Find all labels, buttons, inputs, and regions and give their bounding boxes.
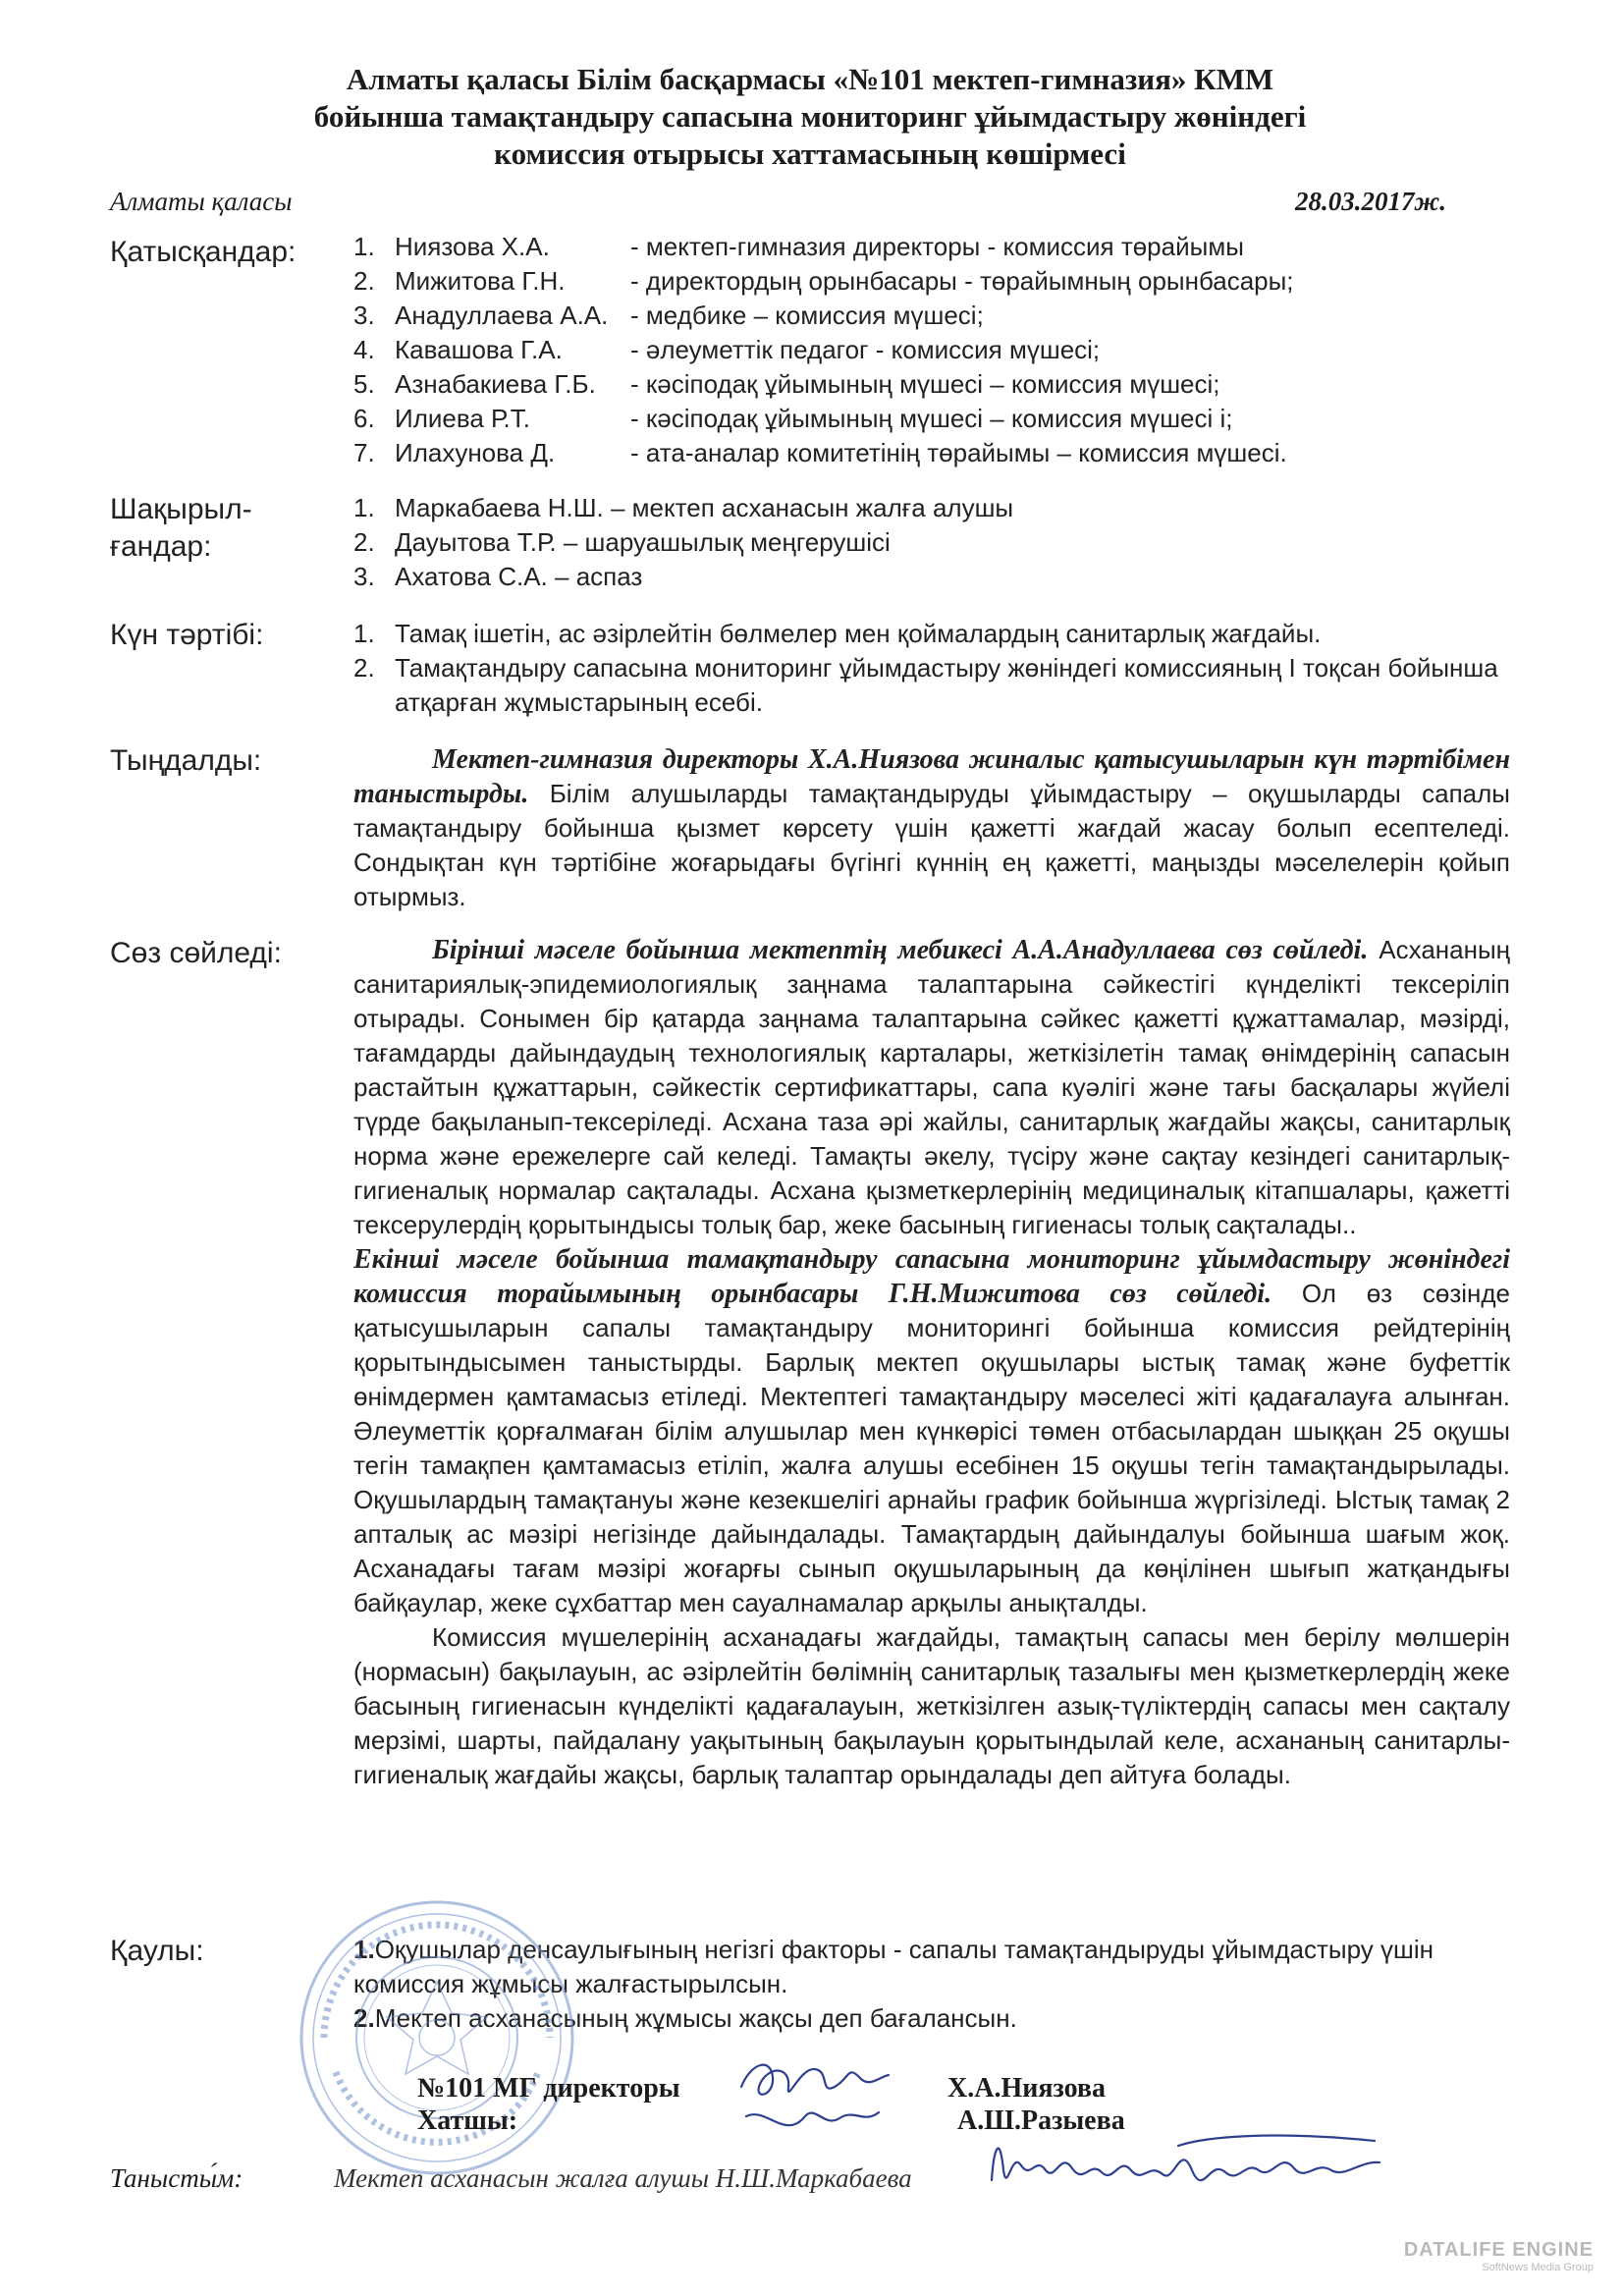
participants-list (353, 230, 1510, 470)
title-line: бойынша тамақтандыру сапасына мониторинг ұйымдастыру жөніндегі (313, 99, 1307, 134)
spoke-section (353, 933, 1510, 1792)
invited-item: 1. Маркабаева Н.Ш. – мектеп асханасын жалға алушы (353, 493, 1014, 522)
decision-item: 2.Мектеп асханасының жұмысы жақсы деп бағалансын. (353, 2003, 1017, 2033)
title-line: комиссия отырысы хаттамасының көшірмесі (494, 137, 1126, 171)
invited-item: 3. Ахатова С.А. – аспаз (353, 562, 643, 591)
document-title (177, 61, 1443, 173)
agenda-list (353, 617, 1510, 720)
director-signature (731, 2048, 898, 2156)
participant-item: 3. Анадуллаева А.А. - медбике – комиссия мүшесі; (353, 301, 984, 330)
acknowledged-label: Танысты́м: (110, 2163, 243, 2193)
heard-paragraph: Мектеп-гимназия директоры Х.А.Ниязова жиналыс қатысушыларын күн тәртібімен таныстырды. Білім алушыларды тамақтандыруды ұйымдастыру – оқушыларды сапалы тамақтандыру бойынша қызмет көрсету үшін қажетті жағдай жасау болып есептеледі. Сондықтан күн тәртібіне жоғарыдағы бүгінгі күннің ең қажетті, маңызды мәселелерін қойып отырмыз. (353, 744, 1510, 911)
participants-label: Қатысқандар: (110, 236, 297, 268)
spoke-label: Сөз сөйледі: (110, 937, 282, 969)
director-role: №101 МГ директоры (417, 2073, 680, 2104)
spoke-paragraph-2: Екінші мәселе бойынша тамақтандыру сапасына мониторинг ұйымдастыру жөніндегі комиссия торайымының орынбасары Г.Н.Мижитова сөз сөйледі. Ол өз сөзінде қатысушыларын сапалы тамақтандыру мониторингі бойынша комиссия рейдтерінің қорытындысымен таныстырды. Барлық мектеп оқушылары ыстық тамақ және буфеттік өнімдермен қамтамасыз етіледі. Мектептегі тамақтандыру мәселесі жіті қадағалауға алынған. Әлеуметтік қорғалмаған білім алушылар мен күнкөрісі төмен отбасылардан шыққан 25 оқушы тегін тамақпен қамтамасыз етіліп, жалға алушы есебінен 15 оқушы тегін тамақтандырылады. Оқушылардың тамақтануы және кезекшелігі арнайы график бойынша жүргізіледі. Ыстық тамақ 2 апталық ас мәзірі негізінде дайындалады. Тамақтардың дайындалуы бойынша шағым жоқ. Асханадағы тағам мәзірі жоғарғы сынып оқушыларының да көңілінен шығып жатқандығы байқаулар, жеке сұхбаттар мен сауалнамалар арқылы анықталды. (353, 1244, 1511, 1617)
agenda-item: 2. Тамақтандыру сапасына мониторинг ұйымдастыру жөніндегі комиссияның I тоқсан бойынша атқарған жұмыстарының есебі. (353, 653, 1498, 717)
participant-item: 4. Кавашова Г.А. - әлеуметтік педагог - комиссия мүшесі; (353, 335, 1101, 364)
decision-item: 1.Оқушылар денсаулығының негізгі факторы - сапалы тамақтандыруды ұйымдастыру үшін комиссия жұмысы жалғастырылсын. (353, 1935, 1434, 1998)
acknowledgement-signature (982, 2111, 1394, 2219)
participant-item: 7. Илахунова Д. - ата-аналар комитетінің төрайымы – комиссия мүшесі. (353, 438, 1287, 467)
invited-list (353, 491, 1510, 594)
secretary-name: А.Ш.Разыева (957, 2105, 1125, 2136)
agenda-item: 1. Тамақ ішетін, ас әзірлейтін бөлмелер мен қоймалардың санитарлық жағдайы. (353, 619, 1322, 648)
participant-item: 1. Ниязова Х.А. - мектеп-гимназия директоры - комиссия төрайымы (353, 232, 1244, 261)
agenda-label: Күн тәртібі: (110, 619, 264, 651)
heard-label: Тыңдалды: (110, 744, 262, 777)
invited-label: Шақырыл- ғандар: (110, 493, 252, 563)
heard-section (353, 742, 1510, 914)
title-line: Алматы қаласы Білім басқармасы «№101 мектеп-гимназия» КММ (346, 62, 1274, 96)
acknowledged-text: Мектеп асханасын жалға алушы Н.Ш.Маркабаева (334, 2163, 912, 2193)
document-date: 28.03.2017ж. (1295, 187, 1446, 216)
spoke-paragraph-1: Бірінші мәселе бойынша мектептің мебикесі А.А.Анадуллаева сөз сөйледі. Асхананың санитариялық-эпидемиологиялық заңнама талаптарына сәйкестігі күнделікті тексеріліп отырады. Сонымен бір қатарда заңнама талаптарына сәйкес қажетті құжаттамалар, мәзірді, тағамдарды дайындаудың технологиялық карталары, жеткізілетін тамақ өнімдерінің сапасын растайтын құжаттарын, сәйкестік сертификаттары, сапа куәлігі және тағы басқалары жүйелі түрде бақыланып-тексеріледі. Асхана таза әрі жайлы, санитарлық жағдайы жақсы, санитарлық норма және ережелерге сай келеді. Тамақты әкелу, түсіру және сақтау кезіндегі санитарлық-гигиеналық нормалар сақталады. Асхана қызметкерлерінің медициналық кітапшалары, қажетті тексерулердің қорытындысы толық бар, жеке басының гигиенасы толық сақталады.. (353, 935, 1510, 1239)
watermark-sub: SoftNews Media Group (1482, 2262, 1594, 2273)
invited-item: 2. Дауытова Т.Р. – шаруашылық меңгерушісі (353, 527, 891, 557)
decision-label: Қаулы: (110, 1935, 204, 1967)
participant-item: 2. Мижитова Г.Н. - директордың орынбасары - төрайымның орынбасары; (353, 266, 1294, 296)
participant-item: 6. Илиева Р.Т. - кәсіподақ ұйымының мүшесі – комиссия мүшесі і; (353, 404, 1233, 433)
spoke-paragraph-3: Комиссия мүшелерінің асханадағы жағдайды, тамақтың сапасы мен берілу мөлшерін (нормасын) бақылауын, ас әзірлейтін бөлімнің санитарлық тазалығы мен қызметкерлердің жеке басының гигиенасын күнделікті қадағалауын, жеткізілген азық-түліктердің сапасы мен сақталу мерзімі, шарты, пайдалану уақытының бақылауын қорытындылай келе, асхананың санитарлы-гигиеналық жағдайы жақсы, барлық талаптар орындалады деп айтуға болады. (353, 1622, 1510, 1789)
watermark-main: DATALIFE ENGINE (1403, 2239, 1594, 2261)
secretary-role: Хатшы: (417, 2105, 518, 2136)
watermark (1404, 2239, 1594, 2273)
director-name: Х.А.Ниязова (947, 2073, 1107, 2104)
participant-item: 5. Азнабакиева Г.Б. - кәсіподақ ұйымының мүшесі – комиссия мүшесі; (353, 369, 1220, 399)
document-city: Алматы қаласы (110, 187, 293, 216)
